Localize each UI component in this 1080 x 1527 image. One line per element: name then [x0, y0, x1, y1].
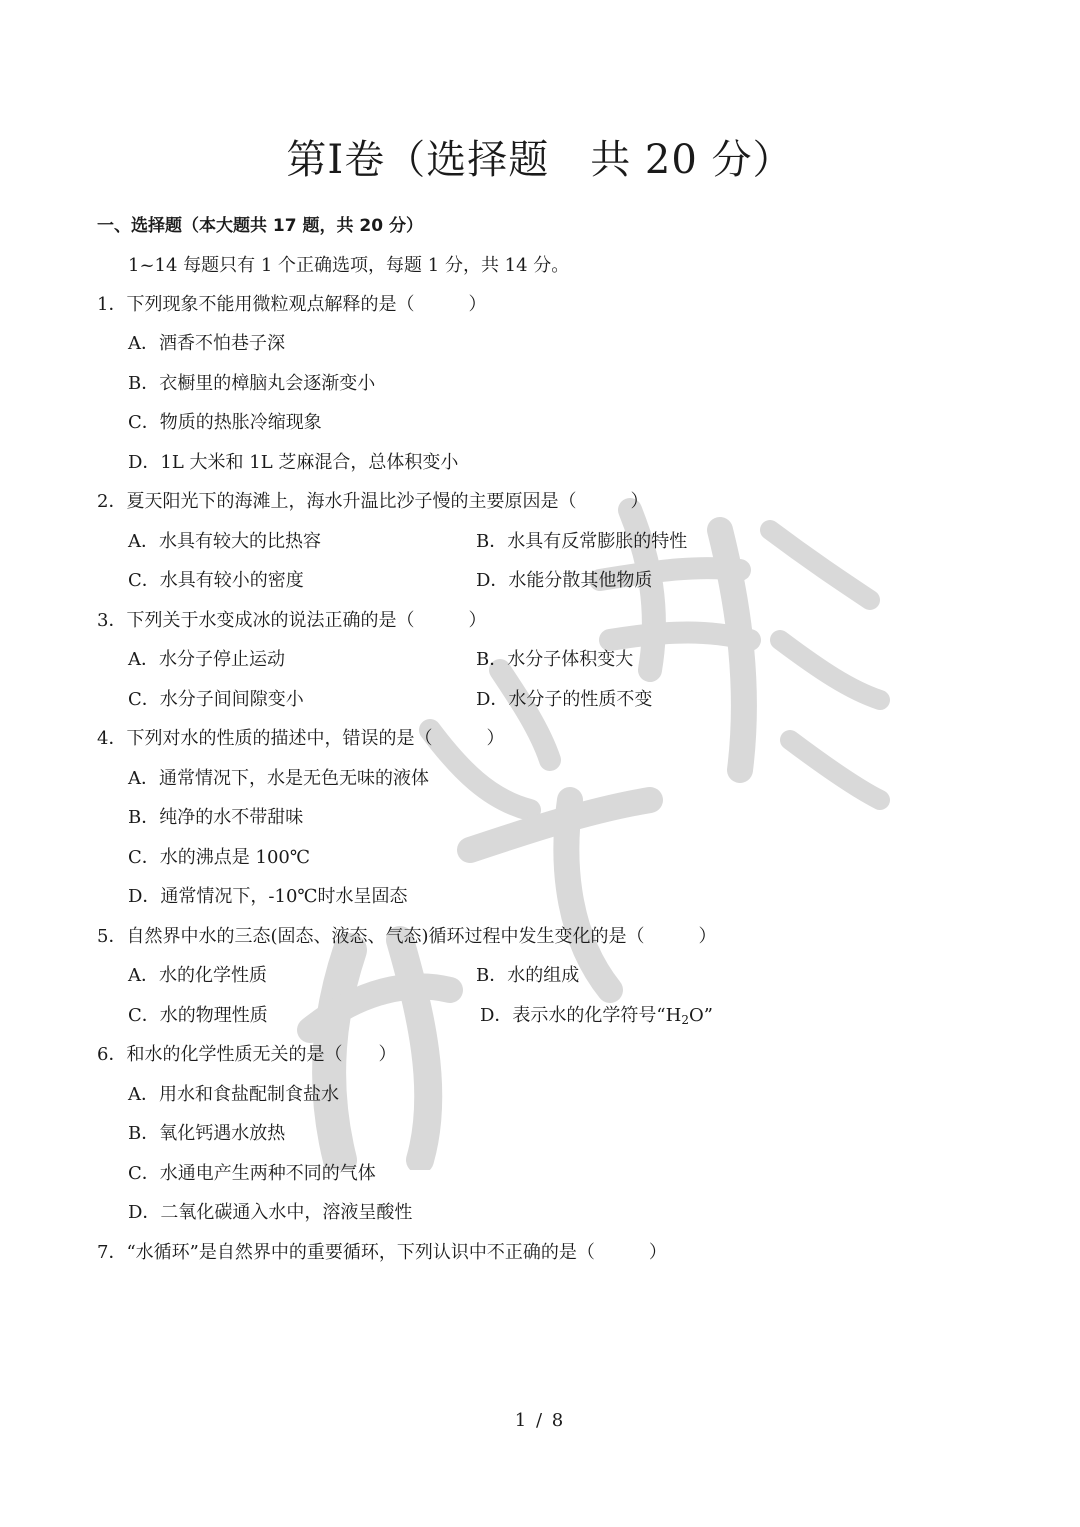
- option-text: D．水分子的性质不变: [476, 689, 653, 710]
- option-text: A．酒香不怕巷子深: [128, 333, 285, 354]
- formula-prefix: D．表示水的化学符号“H: [480, 1005, 682, 1026]
- formula-subscript: 2: [681, 1013, 689, 1027]
- section-heading: 一、选择题（本大题共 17 题，共 20 分）: [97, 216, 423, 236]
- option-text: A．用水和食盐配制食盐水: [128, 1084, 339, 1105]
- option-text: B．水的组成: [476, 965, 580, 986]
- question-stem: 6．和水的化学性质无关的是（ ）: [97, 1044, 397, 1065]
- option-text: C．水具有较小的密度: [128, 570, 304, 591]
- option-text: A．通常情况下，水是无色无味的液体: [128, 768, 429, 789]
- question-stem: 3．下列关于水变成冰的说法正确的是（ ）: [97, 610, 487, 631]
- option-text: B．水具有反常膨胀的特性: [476, 531, 688, 552]
- option-text: A．水分子停止运动: [128, 649, 285, 670]
- option-text: C．水的沸点是 100℃: [128, 847, 310, 868]
- option-text: C．水的物理性质: [128, 1005, 268, 1026]
- question-stem: 7．“水循环”是自然界中的重要循环，下列认识中不正确的是（ ）: [97, 1242, 667, 1263]
- question-stem: 4．下列对水的性质的描述中，错误的是（ ）: [97, 728, 505, 749]
- page-title: 第I卷（选择题 共 20 分）: [286, 137, 794, 183]
- option-text: C．物质的热胀冷缩现象: [128, 412, 322, 433]
- option-text: D．二氧化碳通入水中，溶液呈酸性: [128, 1202, 413, 1223]
- question-stem: 5．自然界中水的三态(固态、液态、气态)循环过程中发生变化的是（ ）: [97, 926, 717, 947]
- option-text: D．1L 大米和 1L 芝麻混合，总体积变小: [128, 452, 459, 473]
- option-text: B．氧化钙遇水放热: [128, 1123, 286, 1144]
- option-text: B．衣橱里的樟脑丸会逐渐变小: [128, 373, 376, 394]
- option-text: C．水分子间间隙变小: [128, 689, 304, 710]
- option-text: A．水具有较大的比热容: [128, 531, 321, 552]
- option-text: D．通常情况下，-10℃时水呈固态: [128, 886, 408, 907]
- option-text: D．水能分散其他物质: [476, 570, 653, 591]
- option-text: C．水通电产生两种不同的气体: [128, 1163, 376, 1184]
- option-text: B．水分子体积变大: [476, 649, 634, 670]
- option-text: A．水的化学性质: [128, 965, 267, 986]
- option-text: B．纯净的水不带甜味: [128, 807, 304, 828]
- formula-suffix: O”: [688, 1005, 713, 1026]
- option-text-formula: [480, 1004, 713, 1032]
- instruction-text: 1~14 每题只有 1 个正确选项，每题 1 分，共 14 分。: [128, 255, 570, 276]
- question-stem: 1．下列现象不能用微粒观点解释的是（ ）: [97, 294, 487, 315]
- page-number: 1 / 8: [514, 1410, 566, 1431]
- question-stem: 2．夏天阳光下的海滩上，海水升温比沙子慢的主要原因是（ ）: [97, 491, 649, 512]
